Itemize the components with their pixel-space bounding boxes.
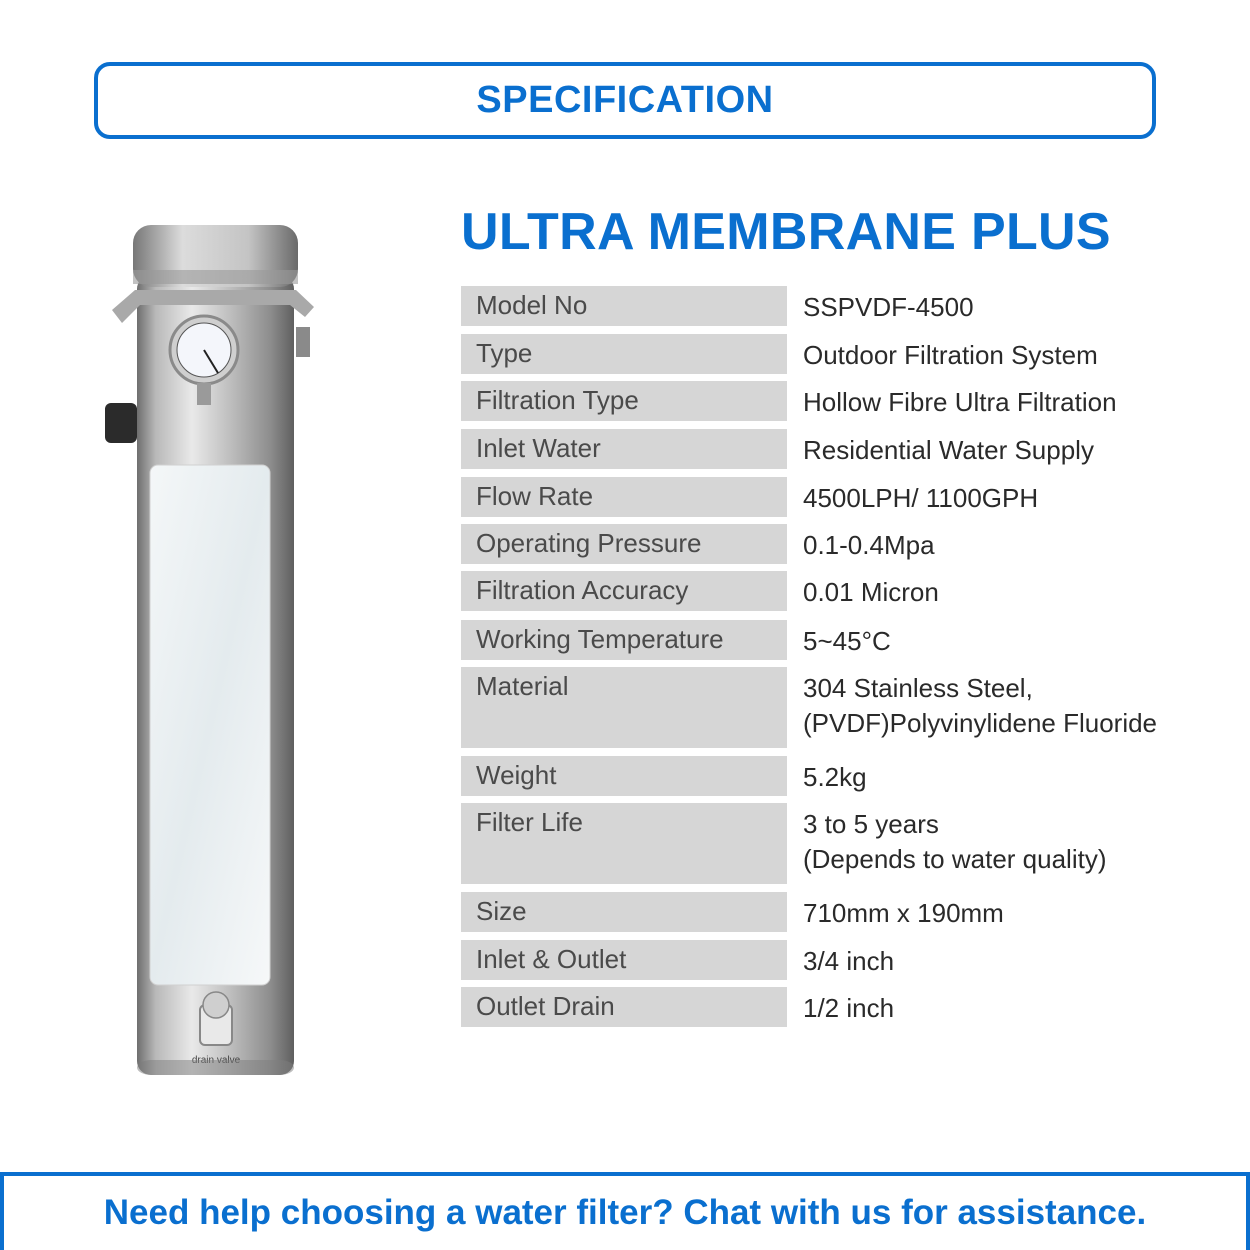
spec-label: Working Temperature [461, 620, 787, 660]
spec-value-line: (PVDF)Polyvinylidene Fluoride [803, 708, 1158, 738]
spec-row [461, 803, 1221, 884]
spec-row [461, 571, 1221, 611]
spec-label: Operating Pressure [461, 524, 787, 564]
help-banner[interactable] [0, 1172, 1250, 1250]
spec-value [803, 756, 1223, 795]
spec-label: Size [461, 892, 787, 932]
spec-row [461, 334, 1221, 374]
spec-value [803, 524, 1223, 563]
spec-row [461, 286, 1221, 326]
spec-value-line: 0.01 Micron [803, 577, 939, 607]
spec-value-line: 1/2 inch [803, 993, 895, 1023]
spec-label: Flow Rate [461, 477, 787, 517]
spec-value-line: Residential Water Supply [803, 435, 1094, 465]
help-banner-text: Need help choosing a water filter? Chat with us for assistance. [103, 1193, 1147, 1232]
spec-value-line: 710mm x 190mm [803, 898, 1004, 928]
spec-value [803, 429, 1223, 468]
spec-value [803, 381, 1223, 420]
spec-value-line: 0.1-0.4Mpa [803, 530, 935, 560]
spec-label: Filtration Accuracy [461, 571, 787, 611]
spec-row [461, 620, 1221, 660]
spec-label: Material [461, 667, 787, 748]
spec-label: Filtration Type [461, 381, 787, 421]
spec-label: Model No [461, 286, 787, 326]
specification-header [94, 62, 1156, 139]
spec-value [803, 620, 1223, 659]
spec-value [803, 571, 1223, 610]
spec-row [461, 429, 1221, 469]
spec-label: Inlet Water [461, 429, 787, 469]
spec-row [461, 524, 1221, 564]
spec-value [803, 477, 1223, 516]
spec-label: Outlet Drain [461, 987, 787, 1027]
spec-label: Weight [461, 756, 787, 796]
spec-row [461, 756, 1221, 796]
spec-row [461, 477, 1221, 517]
spec-value-line: 304 Stainless Steel, [803, 673, 1033, 703]
spec-value-line: 3/4 inch [803, 946, 895, 976]
spec-value [803, 667, 1223, 741]
product-title: ULTRA MEMBRANE PLUS [461, 203, 1111, 261]
spec-value [803, 892, 1223, 931]
spec-value-line: 5.2kg [803, 762, 867, 792]
spec-value-line: SSPVDF-4500 [803, 292, 974, 322]
spec-label: Inlet & Outlet [461, 940, 787, 980]
spec-value [803, 940, 1223, 979]
spec-value-line: 3 to 5 years [803, 809, 939, 839]
spec-row [461, 381, 1221, 421]
filter-housing-image [100, 215, 325, 1095]
spec-value-line: Outdoor Filtration System [803, 340, 1098, 370]
spec-label: Type [461, 334, 787, 374]
spec-row [461, 987, 1221, 1027]
spec-row [461, 667, 1221, 748]
spec-value [803, 286, 1223, 325]
spec-value-line: 5~45°C [803, 626, 891, 656]
spec-row [461, 940, 1221, 980]
spec-value [803, 803, 1223, 877]
spec-value [803, 334, 1223, 373]
spec-row [461, 892, 1221, 932]
spec-value [803, 987, 1223, 1026]
spec-value-line: (Depends to water quality) [803, 844, 1107, 874]
spec-label: Filter Life [461, 803, 787, 884]
specification-title: SPECIFICATION [476, 79, 774, 121]
spec-value-line: 4500LPH/ 1100GPH [803, 483, 1039, 513]
spec-value-line: Hollow Fibre Ultra Filtration [803, 387, 1117, 417]
